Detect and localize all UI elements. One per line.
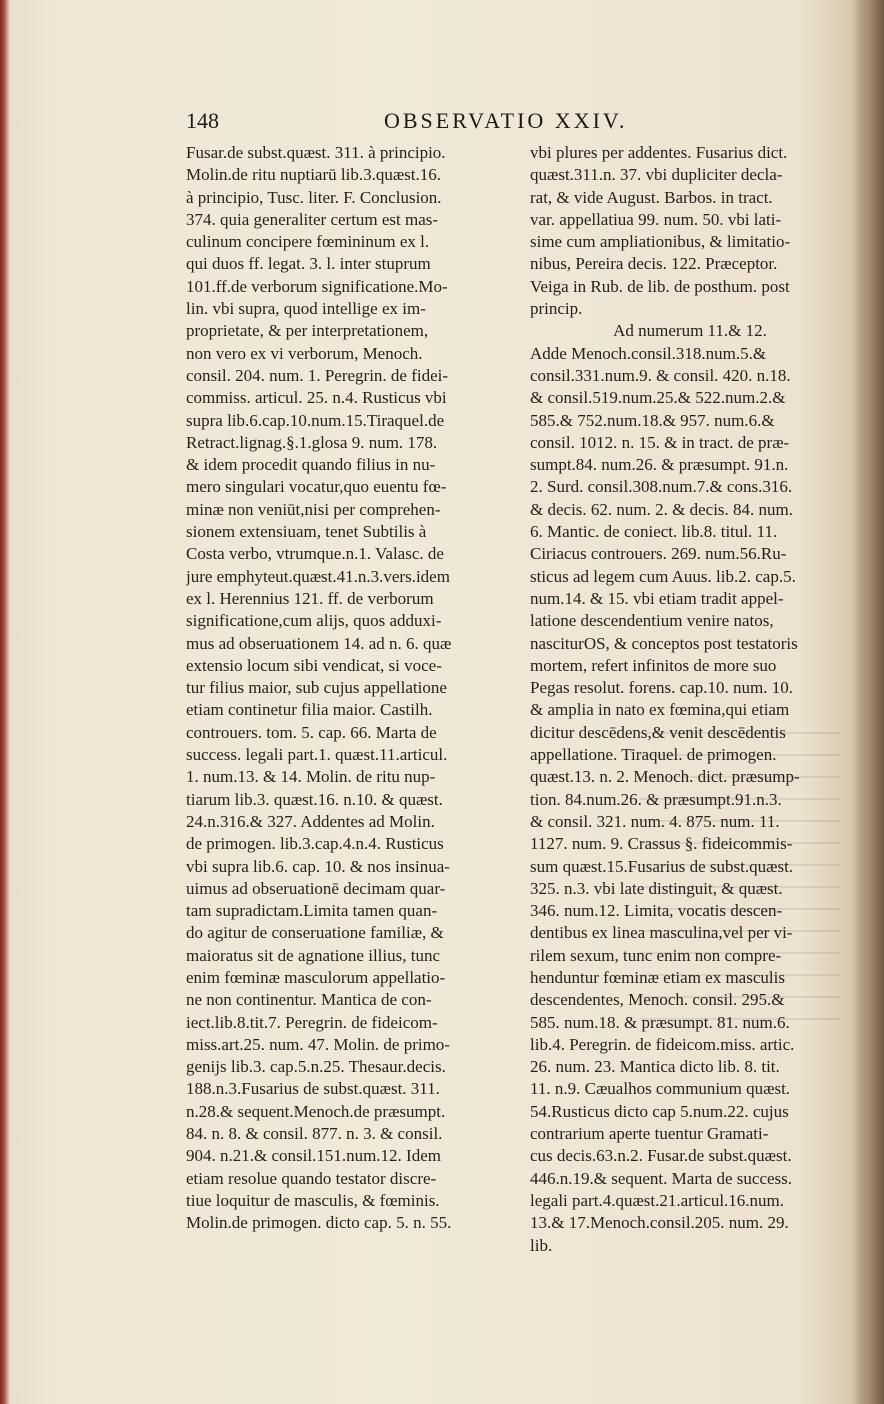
text-line: vbi supra lib.6. cap. 10. & nos insinua-	[186, 856, 450, 876]
text-line: dicitur descēdens,& venit descēdentis	[530, 722, 786, 742]
text-line: tam supradictam.Limita tamen quan-	[186, 901, 438, 921]
text-line: 374. quia generaliter certum est mas-	[186, 209, 439, 229]
right-text-column	[530, 142, 850, 1257]
text-line: 904. n.21.& consil.151.num.12. Idem	[186, 1146, 441, 1166]
text-line: sticus ad legem cum Auus. lib.2. cap.5.	[530, 566, 796, 586]
text-line: & idem procedit quando filius in nu-	[186, 455, 436, 475]
text-line: etiam continetur filia maior. Castilh.	[186, 700, 433, 720]
text-line: Retract.lignag.§.1.glosa 9. num. 178.	[186, 432, 438, 452]
text-line: & decis. 62. num. 2. & decis. 84. num.	[530, 499, 794, 519]
text-line: tiue loquitur de masculis, & fœminis.	[186, 1190, 440, 1210]
text-line: lin. vbi supra, quod intellige ex im-	[186, 299, 426, 319]
text-line: latione descendentium venire natos,	[530, 611, 774, 631]
text-line: culinum concipere fœmininum ex l.	[186, 232, 430, 252]
text-line: appellatione. Tiraquel. de primogen.	[530, 745, 777, 765]
text-line: var. appellatiua 99. num. 50. vbi lati-	[530, 209, 782, 229]
text-line: rat, & vide August. Barbos. in tract.	[530, 187, 773, 207]
text-line: 11. n.9. Cæualhos communium quæst.	[530, 1079, 791, 1099]
text-line: minæ non veniūt,nisi per comprehen-	[186, 499, 441, 519]
text-line: à principio, Tusc. liter. F. Conclusion.	[186, 187, 442, 207]
text-line: controuers. tom. 5. cap. 66. Marta de	[186, 722, 437, 742]
text-line: ex l. Herennius 121. ff. de verborum	[186, 588, 434, 608]
text-line: ne non continentur. Mantica de con-	[186, 990, 432, 1010]
text-line: iect.lib.8.tit.7. Peregrin. de fideicom-	[186, 1012, 438, 1032]
text-line: 6. Mantic. de coniect. lib.8. titul. 11.	[530, 522, 778, 542]
text-line: nibus, Pereira decis. 122. Præceptor.	[530, 254, 778, 274]
text-line: de primogen. lib.3.cap.4.n.4. Rusticus	[186, 834, 444, 854]
text-line: Ad numerum 11.& 12.	[613, 321, 767, 341]
text-line: enim fœminæ masculorum appellatio-	[186, 967, 446, 987]
text-line: sumpt.84. num.26. & præsumpt. 91.n.	[530, 455, 789, 475]
text-line: Fusar.de subst.quæst. 311. à principio.	[186, 143, 446, 162]
text-line: etiam resolue quando testator discre-	[186, 1168, 437, 1188]
text-line: 585. num.18. & præsumpt. 81. num.6.	[530, 1012, 790, 1032]
text-line: quæst.311.n. 37. vbi dupliciter decla-	[530, 165, 783, 185]
text-line: 446.n.19.& sequent. Marta de success.	[530, 1168, 793, 1188]
text-line: extensio locum sibi vendicat, si voce-	[186, 655, 442, 675]
text-line: success. legali part.1. quæst.11.articul.	[186, 745, 448, 765]
text-line: mero singulari vocatur,quo euentu fœ-	[186, 477, 447, 497]
text-line: Costa verbo, vtrumque.n.1. Valasc. de	[186, 544, 444, 564]
text-line: quæst.13. n. 2. Menoch. dict. præsump-	[530, 767, 800, 787]
text-line: supra lib.6.cap.10.num.15.Tiraquel.de	[186, 410, 445, 430]
text-line: nasciturOS, & conceptos post testatoris	[530, 633, 798, 653]
text-line: 1127. num. 9. Crassus §. fideicommis-	[530, 834, 793, 854]
text-line: mus ad obseruationem 14. ad n. 6. quæ	[186, 633, 452, 653]
text-line: & consil.519.num.25.& 522.num.2.&	[530, 388, 786, 408]
text-line: miss.art.25. num. 47. Molin. de primo-	[186, 1034, 450, 1054]
page-header	[186, 108, 686, 142]
text-line: princip.	[530, 299, 583, 319]
left-text-column	[186, 142, 516, 1235]
text-line: Molin.de primogen. dicto cap. 5. n. 55.	[186, 1213, 452, 1233]
text-line: 1. num.13. & 14. Molin. de ritu nup-	[186, 767, 436, 787]
text-line: vbi plures per addentes. Fusarius dict.	[530, 143, 788, 162]
book-spine-shadow	[854, 0, 884, 1404]
text-line: 188.n.3.Fusarius de subst.quæst. 311.	[186, 1079, 440, 1099]
text-line: qui duos ff. legat. 3. l. inter stuprum	[186, 254, 431, 274]
text-line: tiarum lib.3. quæst.16. n.10. & quæst.	[186, 789, 443, 809]
text-line: legali part.4.quæst.21.articul.16.num.	[530, 1190, 785, 1210]
text-line: 54.Rusticus dicto cap 5.num.22. cujus	[530, 1101, 789, 1121]
text-line: sionem extensiuam, tenet Subtilis à	[186, 522, 427, 542]
text-line: 26. num. 23. Mantica dicto lib. 8. tit.	[530, 1057, 780, 1077]
text-line: 24.n.316.& 327. Addentes ad Molin.	[186, 811, 435, 831]
text-line: maioratus sit de agnatione illius, tunc	[186, 945, 441, 965]
page-number: 148	[186, 108, 219, 133]
text-line: 101.ff.de verborum significatione.Mo-	[186, 276, 448, 296]
text-line: consil. 1012. n. 15. & in tract. de præ-	[530, 432, 790, 452]
text-line: & consil. 321. num. 4. 875. num. 11.	[530, 811, 780, 831]
text-line: consil. 204. num. 1. Peregrin. de fidei-	[186, 365, 449, 385]
text-line: do agitur de conseruatione familiæ, &	[186, 923, 444, 943]
text-line: Adde Menoch.consil.318.num.5.&	[530, 343, 767, 363]
text-line: uimus ad obseruationē decimam quar-	[186, 878, 446, 898]
text-line: tur filius maior, sub cujus appellatione	[186, 678, 447, 698]
text-line: Veiga in Rub. de lib. de posthum. post	[530, 276, 790, 296]
text-line: num.14. & 15. vbi etiam tradit appel-	[530, 588, 784, 608]
text-line: henduntur fœminæ etiam ex masculis	[530, 967, 785, 987]
text-line: tion. 84.num.26. & præsumpt.91.n.3.	[530, 789, 782, 809]
text-line: lib.	[530, 1235, 553, 1255]
text-line: sum quæst.15.Fusarius de subst.quæst.	[530, 856, 794, 876]
text-line: Molin.de ritu nuptiarū lib.3.quæst.16.	[186, 165, 441, 185]
text-line: 585.& 752.num.18.& 957. num.6.&	[530, 410, 775, 430]
text-line: lib.4. Peregrin. de fideicom.miss. artic.	[530, 1034, 795, 1054]
text-line: 346. num.12. Limita, vocatis descen-	[530, 901, 783, 921]
text-line: jure emphyteut.quæst.41.n.3.vers.idem	[186, 566, 450, 586]
text-line: genijs lib.3. cap.5.n.25. Thesaur.decis.	[186, 1057, 446, 1077]
text-line: consil.331.num.9. & consil. 420. n.18.	[530, 365, 791, 385]
text-line: 325. n.3. vbi late distinguit, & quæst.	[530, 878, 783, 898]
text-line: mortem, refert infinitos de more suo	[530, 655, 777, 675]
text-line: sime cum ampliationibus, & limitatio-	[530, 232, 791, 252]
text-line: contrarium aperte tuentur Gramati-	[530, 1124, 769, 1144]
text-line: commiss. articul. 25. n.4. Rusticus vbi	[186, 388, 447, 408]
text-line: & amplia in nato ex fœmina,qui etiam	[530, 700, 790, 720]
text-line: rilem sexum, tunc enim non compre-	[530, 945, 782, 965]
running-title: OBSERVATIO XXIV.	[384, 108, 628, 133]
text-line: 84. n. 8. & consil. 877. n. 3. & consil.	[186, 1124, 443, 1144]
text-line: dentibus ex linea masculina,vel per vi-	[530, 923, 793, 943]
text-line: Ciriacus controuers. 269. num.56.Ru-	[530, 544, 787, 564]
text-line: 13.& 17.Menoch.consil.205. num. 29.	[530, 1213, 789, 1233]
text-line: 2. Surd. consil.308.num.7.& cons.316.	[530, 477, 793, 497]
text-line: descendentes, Menoch. consil. 295.&	[530, 990, 785, 1010]
text-line: non vero ex vi verborum, Menoch.	[186, 343, 423, 363]
text-line: proprietate, & per interpretationem,	[186, 321, 429, 341]
text-line: Pegas resolut. forens. cap.10. num. 10.	[530, 678, 793, 698]
text-line: significatione,cum alijs, quos adduxi-	[186, 611, 442, 631]
text-line: n.28.& sequent.Menoch.de præsumpt.	[186, 1101, 446, 1121]
text-line: cus decis.63.n.2. Fusar.de subst.quæst.	[530, 1146, 792, 1166]
